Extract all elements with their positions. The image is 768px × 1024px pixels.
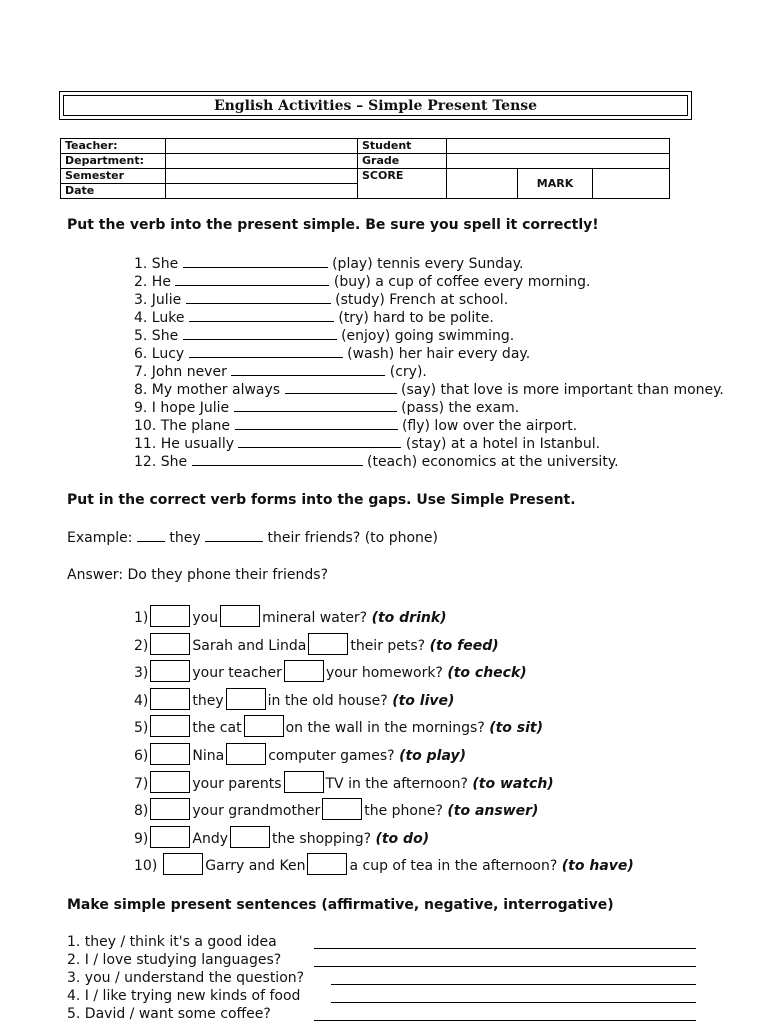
semester-field[interactable] — [166, 169, 358, 184]
list-item: 3) your teacher your homework? (to check) — [134, 660, 634, 688]
list-item: 2. He (buy) a cup of coffee every morning. — [134, 274, 591, 290]
section2-list — [67, 605, 634, 881]
list-item: 3. Julie (study) French at school. — [134, 292, 509, 308]
answer-box[interactable] — [150, 605, 190, 627]
list-item: 12. She (teach) economics at the university. — [134, 454, 619, 470]
department-field[interactable] — [166, 154, 358, 169]
answer-blank[interactable] — [183, 327, 337, 340]
list-item: 9) Andy the shopping? (to do) — [134, 826, 634, 854]
answer-box[interactable] — [307, 853, 347, 875]
example-answer: Answer: Do they phone their friends? — [67, 567, 328, 583]
answer-line[interactable] — [314, 1020, 696, 1021]
list-item: 11. He usually (stay) at a hotel in Istanbul. — [134, 436, 601, 452]
date-label: Date — [61, 184, 166, 199]
sentence-item: 5. David / want some coffee? — [67, 1006, 271, 1022]
section1-heading: Put the verb into the present simple. Be sure you spell it correctly! — [67, 217, 599, 233]
answer-box[interactable] — [150, 771, 190, 793]
list-item: 2) Sarah and Linda their pets? (to feed) — [134, 633, 634, 661]
answer-box[interactable] — [226, 688, 266, 710]
answer-box[interactable] — [284, 771, 324, 793]
answer-blank[interactable] — [189, 345, 343, 358]
answer-blank[interactable] — [192, 453, 363, 466]
page-title: English Activities – Simple Present Tense — [63, 95, 688, 116]
mark-label: MARK — [518, 169, 593, 199]
list-item: 9. I hope Julie (pass) the exam. — [134, 400, 520, 416]
sentence-item: 1. they / think it's a good idea — [67, 934, 277, 950]
answer-box[interactable] — [150, 798, 190, 820]
list-item: 1) you mineral water? (to drink) — [134, 605, 634, 633]
list-item: 5. She (enjoy) going swimming. — [134, 328, 515, 344]
sentence-item: 3. you / understand the question? — [67, 970, 305, 986]
answer-blank[interactable] — [189, 309, 334, 322]
info-table — [60, 138, 670, 199]
date-field[interactable] — [166, 184, 358, 199]
semester-label: Semester — [61, 169, 166, 184]
answer-blank[interactable] — [175, 273, 329, 286]
section1-list — [67, 255, 724, 471]
score-field[interactable] — [447, 169, 518, 199]
list-item: 6) Nina computer games? (to play) — [134, 743, 634, 771]
section3-heading: Make simple present sentences (affirmative, negative, interrogative) — [67, 897, 614, 913]
answer-box[interactable] — [244, 715, 284, 737]
answer-box[interactable] — [150, 633, 190, 655]
answer-box[interactable] — [308, 633, 348, 655]
list-item: 10. The plane (fly) low over the airport. — [134, 418, 578, 434]
answer-box[interactable] — [150, 743, 190, 765]
answer-box[interactable] — [284, 660, 324, 682]
answer-line[interactable] — [331, 984, 696, 985]
answer-box[interactable] — [150, 826, 190, 848]
sentence-item: 4. I / like trying new kinds of food — [67, 988, 301, 1004]
answer-box[interactable] — [230, 826, 270, 848]
list-item: 8) your grandmother the phone? (to answer) — [134, 798, 634, 826]
list-item: 8. My mother always (say) that love is more important than money. — [134, 382, 724, 398]
example-blank — [205, 529, 263, 542]
answer-blank[interactable] — [234, 399, 397, 412]
answer-box[interactable] — [150, 715, 190, 737]
example-blank — [137, 529, 165, 542]
answer-box[interactable] — [150, 660, 190, 682]
answer-line[interactable] — [314, 966, 696, 967]
grade-label: Grade — [358, 154, 447, 169]
answer-box[interactable] — [150, 688, 190, 710]
teacher-label: Teacher: — [61, 139, 166, 154]
mark-field[interactable] — [593, 169, 670, 199]
sentence-item: 2. I / love studying languages? — [67, 952, 282, 968]
answer-blank[interactable] — [231, 363, 385, 376]
department-label: Department: — [61, 154, 166, 169]
example-line: Example: they their friends? (to phone) — [67, 530, 438, 546]
list-item: 7. John never (cry). — [134, 364, 427, 380]
answer-blank[interactable] — [183, 255, 328, 268]
list-item: 6. Lucy (wash) her hair every day. — [134, 346, 531, 362]
list-item: 1. She (play) tennis every Sunday. — [134, 256, 524, 272]
list-item: 4. Luke (try) hard to be polite. — [134, 310, 494, 326]
answer-box[interactable] — [322, 798, 362, 820]
list-item: 10) Garry and Ken a cup of tea in the afternoon? (to have) — [134, 853, 634, 881]
list-item: 7) your parents TV in the afternoon? (to watch) — [134, 771, 634, 799]
answer-line[interactable] — [331, 1002, 696, 1003]
section2-heading: Put in the correct verb forms into the gaps. Use Simple Present. — [67, 492, 576, 508]
title-box — [59, 91, 692, 120]
score-label: SCORE — [358, 169, 447, 199]
teacher-field[interactable] — [166, 139, 358, 154]
answer-box[interactable] — [220, 605, 260, 627]
answer-blank[interactable] — [186, 291, 331, 304]
answer-blank[interactable] — [285, 381, 397, 394]
answer-box[interactable] — [163, 853, 203, 875]
answer-blank[interactable] — [238, 435, 401, 448]
grade-field[interactable] — [447, 154, 670, 169]
list-item: 5) the cat on the wall in the mornings? (to sit) — [134, 715, 634, 743]
student-label: Student — [358, 139, 447, 154]
list-item: 4) they in the old house? (to live) — [134, 688, 634, 716]
student-field[interactable] — [447, 139, 670, 154]
answer-line[interactable] — [314, 948, 696, 949]
answer-blank[interactable] — [235, 417, 398, 430]
answer-box[interactable] — [226, 743, 266, 765]
